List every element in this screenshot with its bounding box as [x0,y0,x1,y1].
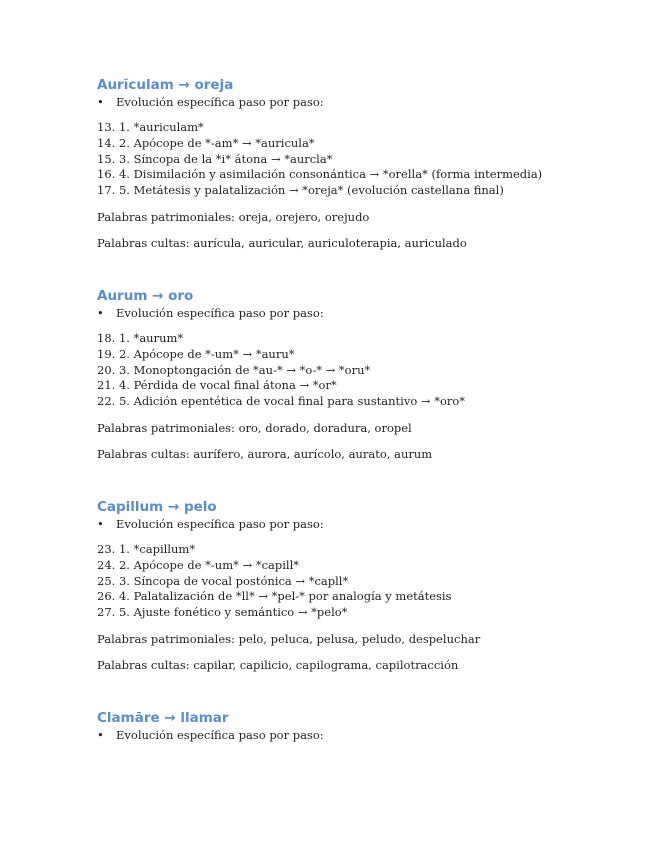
section-heading: Capillum → pelo [97,498,217,515]
bullet-item [97,517,637,532]
bullet-text: Evolución específica paso por paso: [116,727,324,742]
bullet-text: Evolución específica paso por paso: [116,516,324,531]
steps-list [97,331,637,410]
section-heading: Aurĭculam → oreja [97,77,234,93]
bullet-dot: • [97,516,104,531]
step-item: 14. 2. Apócope de *-am* → *auricula* [97,135,315,150]
steps-list [97,542,637,621]
bullet-item [97,95,637,110]
section-auriculam [97,76,637,251]
document-page [97,76,637,779]
bullet-text: Evolución específica paso por paso: [116,305,324,320]
step-item: 25. 3. Síncopa de vocal postónica → *capll* [97,573,349,588]
step-item: 26. 4. Palatalización de *ll* → *pel-* por analogía y metátesis [97,589,452,604]
section-heading: Aurum → oro [97,287,194,304]
learned-words: Palabras cultas: aurífero, aurora, aurícolo, aurato, aurum [97,446,433,461]
step-item: 24. 2. Apócope de *-um* → *capill* [97,557,300,572]
bullet-item [97,306,637,321]
bullet-text: Evolución específica paso por paso: [116,95,324,109]
step-item: 19. 2. Apócope de *-um* → *auru* [97,346,295,361]
steps-list [97,120,637,199]
bullet-dot: • [97,305,104,320]
section-clamare [97,709,637,743]
step-item: 18. 1. *aurum* [97,330,184,345]
learned-words: Palabras cultas: aurícula, auricular, auriculoterapia, auriculado [97,235,467,250]
patrimonial-words: Palabras patrimoniales: oro, dorado, doradura, oropel [97,420,412,435]
step-item: 15. 3. Síncopa de la *i* átona → *aurcla* [97,151,333,166]
step-item: 13. 1. *auriculam* [97,120,204,134]
step-item: 16. 4. Disimilación y asimilación consonántica → *orella* (forma intermedia) [97,167,543,182]
bullet-dot: • [97,95,104,109]
section-aurum [97,287,637,462]
bullet-item [97,728,637,743]
section-capillum [97,498,637,673]
step-item: 27. 5. Ajuste fonético y semántico → *pelo* [97,605,348,620]
step-item: 21. 4. Pérdida de vocal final átona → *or* [97,378,337,393]
patrimonial-words: Palabras patrimoniales: pelo, peluca, pelusa, peludo, despeluchar [97,631,481,646]
section-heading: Clamāre → llamar [97,709,229,726]
step-item: 22. 5. Adición epentética de vocal final para sustantivo → *oro* [97,394,466,409]
step-item: 20. 3. Monoptongación de *au-* → *o-* → *oru* [97,362,371,377]
bullet-dot: • [97,727,104,742]
step-item: 17. 5. Metátesis y palatalización → *oreja* (evolución castellana final) [97,183,504,198]
patrimonial-words: Palabras patrimoniales: oreja, orejero, orejudo [97,209,370,224]
learned-words: Palabras cultas: capilar, capilicio, capilograma, capilotracción [97,657,459,672]
step-item: 23. 1. *capillum* [97,541,196,556]
